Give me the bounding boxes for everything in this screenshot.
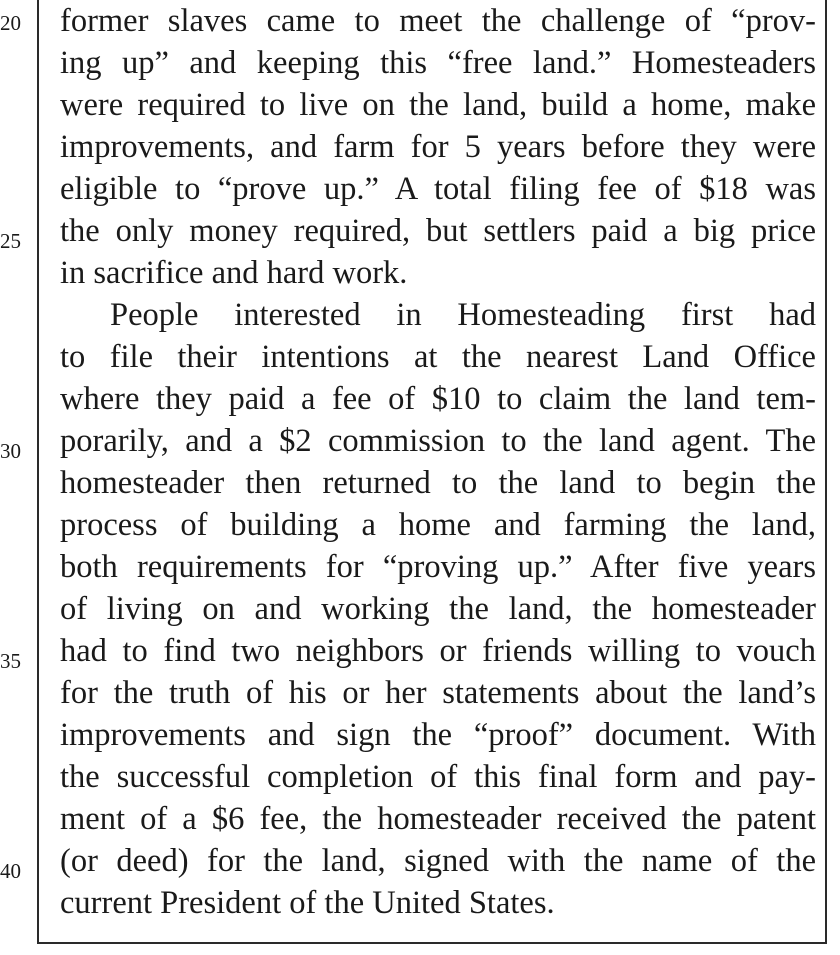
passage-line: ing up” and keeping this “free land.” Homesteaders — [60, 45, 816, 81]
passage-line: to file their intentions at the nearest Land Office — [60, 339, 816, 375]
passage-line: eligible to “prove up.” A total filing fee of $18 was — [60, 171, 816, 207]
passage-line: porarily, and a $2 commission to the land agent. The — [60, 423, 816, 459]
line-number-25: 25 — [0, 229, 21, 253]
passage-line: ment of a $6 fee, the homesteader received the patent — [60, 801, 816, 837]
passage-line: of living on and working the land, the homesteader — [60, 591, 816, 627]
passage-line: former slaves came to meet the challenge of “prov- — [60, 3, 816, 39]
passage-line: for the truth of his or her statements about the land’s — [60, 675, 816, 711]
passage-line: the successful completion of this final form and pay- — [60, 759, 816, 795]
passage-line: in sacrifice and hard work. — [60, 255, 408, 291]
line-number-35: 35 — [0, 649, 21, 673]
passage-line: People interested in Homesteading first had — [110, 297, 816, 333]
passage-line: improvements and sign the “proof” document. With — [60, 717, 816, 753]
line-number-30: 30 — [0, 439, 21, 463]
passage-line: current President of the United States. — [60, 885, 555, 921]
passage-line: were required to live on the land, build a home, make — [60, 87, 816, 123]
passage-line: had to find two neighbors or friends willing to vouch — [60, 633, 816, 669]
line-number-40: 40 — [0, 859, 21, 883]
passage-line: where they paid a fee of $10 to claim the land tem- — [60, 381, 816, 417]
passage-line: improvements, and farm for 5 years before they were — [60, 129, 816, 165]
passage-line: both requirements for “proving up.” After five years — [60, 549, 816, 585]
passage-line: homesteader then returned to the land to begin the — [60, 465, 816, 501]
line-number-20: 20 — [0, 11, 21, 35]
passage-line: (or deed) for the land, signed with the name of the — [60, 843, 816, 879]
passage-line: the only money required, but settlers paid a big price — [60, 213, 816, 249]
passage-line: process of building a home and farming the land, — [60, 507, 816, 543]
